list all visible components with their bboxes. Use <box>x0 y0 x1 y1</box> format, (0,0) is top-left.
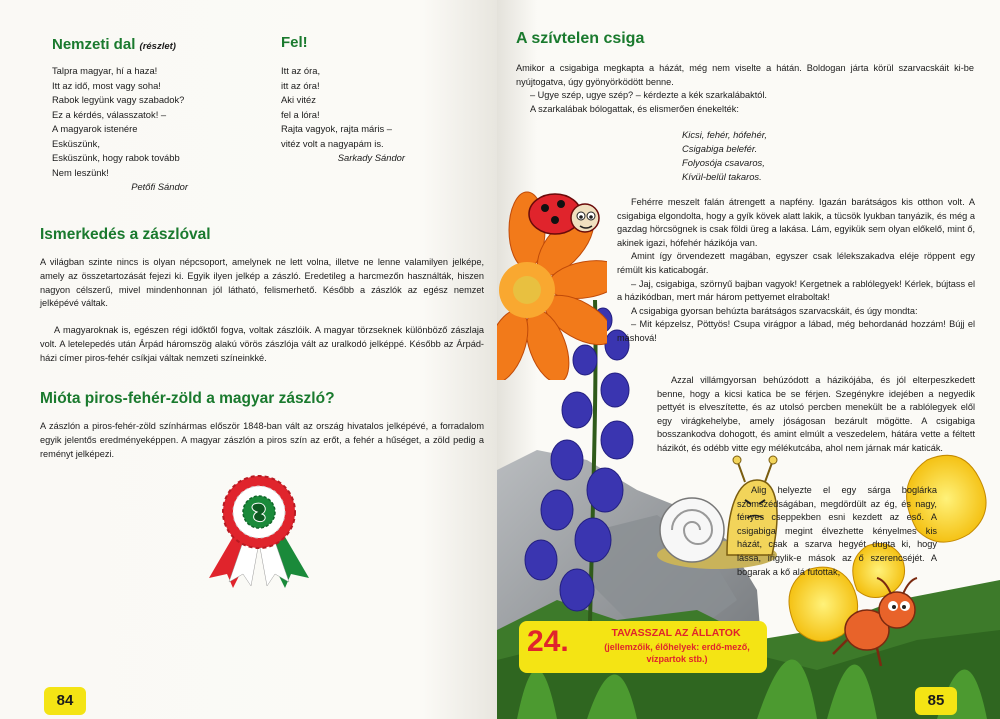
story-body-lower <box>737 484 937 579</box>
story-body-middle <box>657 374 975 456</box>
poem2-author: Sarkady Sándor <box>337 152 405 163</box>
poem-line: Rajta vagyok, rajta máris – <box>281 123 392 134</box>
verse-line: Kicsi, fehér, hófehér, <box>682 129 767 140</box>
poem-line: Itt az idő, most vagy soha! <box>52 79 161 91</box>
poem-line: vitéz volt a nagyapám is. <box>281 137 384 149</box>
story-paragraph: Amikor a csigabiga megkapta a házát, még nem viselte a hátán. Boldogan járta körül szarvacskáit ki-be nyújtogatva, úgy gyönyörködött benne. <box>516 63 974 87</box>
lesson-subtitle: (jellemzőik, élőhelyek: erdő-mező, vízpartok stb.) <box>604 642 750 664</box>
poem-nemzeti-dal <box>52 36 252 53</box>
lesson-title: TAVASSZAL AZ ÁLLATOK <box>611 627 741 639</box>
poem2-title: Fel! <box>281 34 308 51</box>
story-paragraph: Azzal villámgyorsan behúzódott a házikójába, és jól elterpeszkedett benne, hogy a kicsi katica be se férjen. Szegénykre idejében a negyedik pettyét is elveszítette, és az utolsó percben menekült be a rablólegyek elől egy virágkehelybe, amely jóságosan bezárult mögötte. A csigabiga bosszankodva dohogott, és amint elmúlt a veszedelem, hátára vette a féltett házikót, és odébb vitte egy mélékutcába, ahol nem járnak már katicák. <box>657 375 975 453</box>
story-paragraph: Alig helyezte el egy sárga boglárka szomszédságában, megdördült az ég, és nagy, fényes cseppekben esni kezdett az eső. A csigabiga megint élvezhette kényelmes kis házát, csak a szarva hegyét dugta ki, hogy lássa, irigylik-e mások az ő szerencséjét. A bogarak a kő alá futottak, <box>737 485 937 577</box>
story-paragraph: – Ugye szép, ugye szép? – kérdezte a kék szarkalábaktól. <box>530 90 767 101</box>
poem-line: Rabok legyünk vagy szabadok? <box>52 94 185 105</box>
section2-title: Mióta piros-fehér-zöld a magyar zászló? <box>40 390 335 407</box>
poem-line: Esküszünk, <box>52 137 100 149</box>
poem1-title: Nemzeti dal <box>52 36 136 53</box>
story-paragraph: – Jaj, csigabiga, szörnyű bajban vagyok! Kergetnek a rablólegyek! Kérlek, bújtass el a házikódban, mert már három pettyemet elraboltak! <box>617 278 975 303</box>
section2-paragraph-1: A zászlón a piros-fehér-zöld színhármas először 1848-ban vált az ország hivatalos jelképévé, a forradalom egyik jelentős eredményeképpen. A magyar zászlón a piros szín az erőt, a fehér a hűséget, a zöld pedig a reményt jelképezi. <box>40 421 484 459</box>
story-paragraph: A csigabiga gyorsan behúzta barátságos szarvacskáit, és úgy mondta: <box>631 305 918 316</box>
section1-title: Ismerkedés a zászlóval <box>40 226 211 243</box>
poem-line: Nem leszünk! <box>52 166 109 178</box>
poem-line: Itt az óra, <box>281 65 321 76</box>
story-paragraph: Amint így örvendezett magában, egyszer csak lélekszakadva eléje röppent egy rémült kis katicabogár. <box>617 251 975 275</box>
story-body-upper <box>617 196 975 346</box>
lesson-number: 24. <box>527 625 569 658</box>
right-page <box>497 0 1000 719</box>
verse-line: Csigabiga belefér. <box>682 143 758 154</box>
lesson-banner <box>519 621 767 673</box>
poem-line: fel a lóra! <box>281 108 320 120</box>
poem-line: A magyarok istenére <box>52 123 138 134</box>
poem-line: Talpra magyar, hí a haza! <box>52 65 158 76</box>
section1-paragraph-2: A magyaroknak is, egészen régi időktől fogva, voltak zászlóik. A magyar törzseknek különböző zászlaja volt. A letelepedés után Árpád háromszög alakú vörös zászlója vált az uralkodó jelképpé. Később az Árpád-házi címer piros-fehér csíkjai váltak nemzeti színeinkké. <box>40 325 484 363</box>
poem1-subtitle: (részlet) <box>139 41 176 52</box>
story-paragraph: A szarkalábak bólogattak, és elismerően énekelték: <box>530 103 739 114</box>
story-verse <box>682 128 767 184</box>
story-paragraph: – Mit képzelsz, Pöttyös! Csupa virágpor a lábad, még behordanád hozzám! Bújj el máshová! <box>617 319 975 343</box>
section1-paragraph-1: A világban szinte nincs is olyan népcsoport, amelynek ne lett volna, illetve ne lenne valamilyen jelképe, amely az összetartozását fejezi ki. Egyik ilyen jelkép a zászló. Eredetileg a harcmezőn használták, hiszen nagyon célszerű, mivel mindenhonnan jól látható, felismerhető. Később a zászlók az egész nemzet jelképévé váltak. <box>40 257 484 309</box>
poem2-lines <box>281 64 421 166</box>
cockade-badge-image <box>199 470 319 590</box>
story-title: A szívtelen csiga <box>516 30 645 47</box>
left-page <box>0 0 497 719</box>
poem-line: Ez a kérdés, válasszatok! – <box>52 108 167 120</box>
poem-line: Aki vitéz <box>281 94 316 105</box>
poem-line: Esküszünk, hogy rabok tovább <box>52 152 180 163</box>
page-number-left: 84 <box>44 687 86 715</box>
story-paragraph: Fehérre meszelt falán átrengett a napfény. Igazán barátságos kis otthon volt. A csigabiga elgondolta, hogy a gyík kövek alatt lakik, a tücsök lyukban tanyázik, és még a gazdag hörcsögnek is csak földi üreg a lakása. Lám, egyikük sem olyan előkelő, mint ő, akinek igazi, hófehér házikója van. <box>617 197 975 248</box>
page-number-right: 85 <box>915 687 957 715</box>
poem-line: itt az óra! <box>281 79 320 91</box>
story-intro <box>516 62 974 116</box>
verse-line: Folyosója csavaros, <box>682 157 765 168</box>
ladybug-image <box>525 186 605 246</box>
poem1-author: Petőfi Sándor <box>131 181 188 192</box>
poem1-lines <box>52 64 242 195</box>
verse-line: Kívül-belül takaros. <box>682 171 762 182</box>
